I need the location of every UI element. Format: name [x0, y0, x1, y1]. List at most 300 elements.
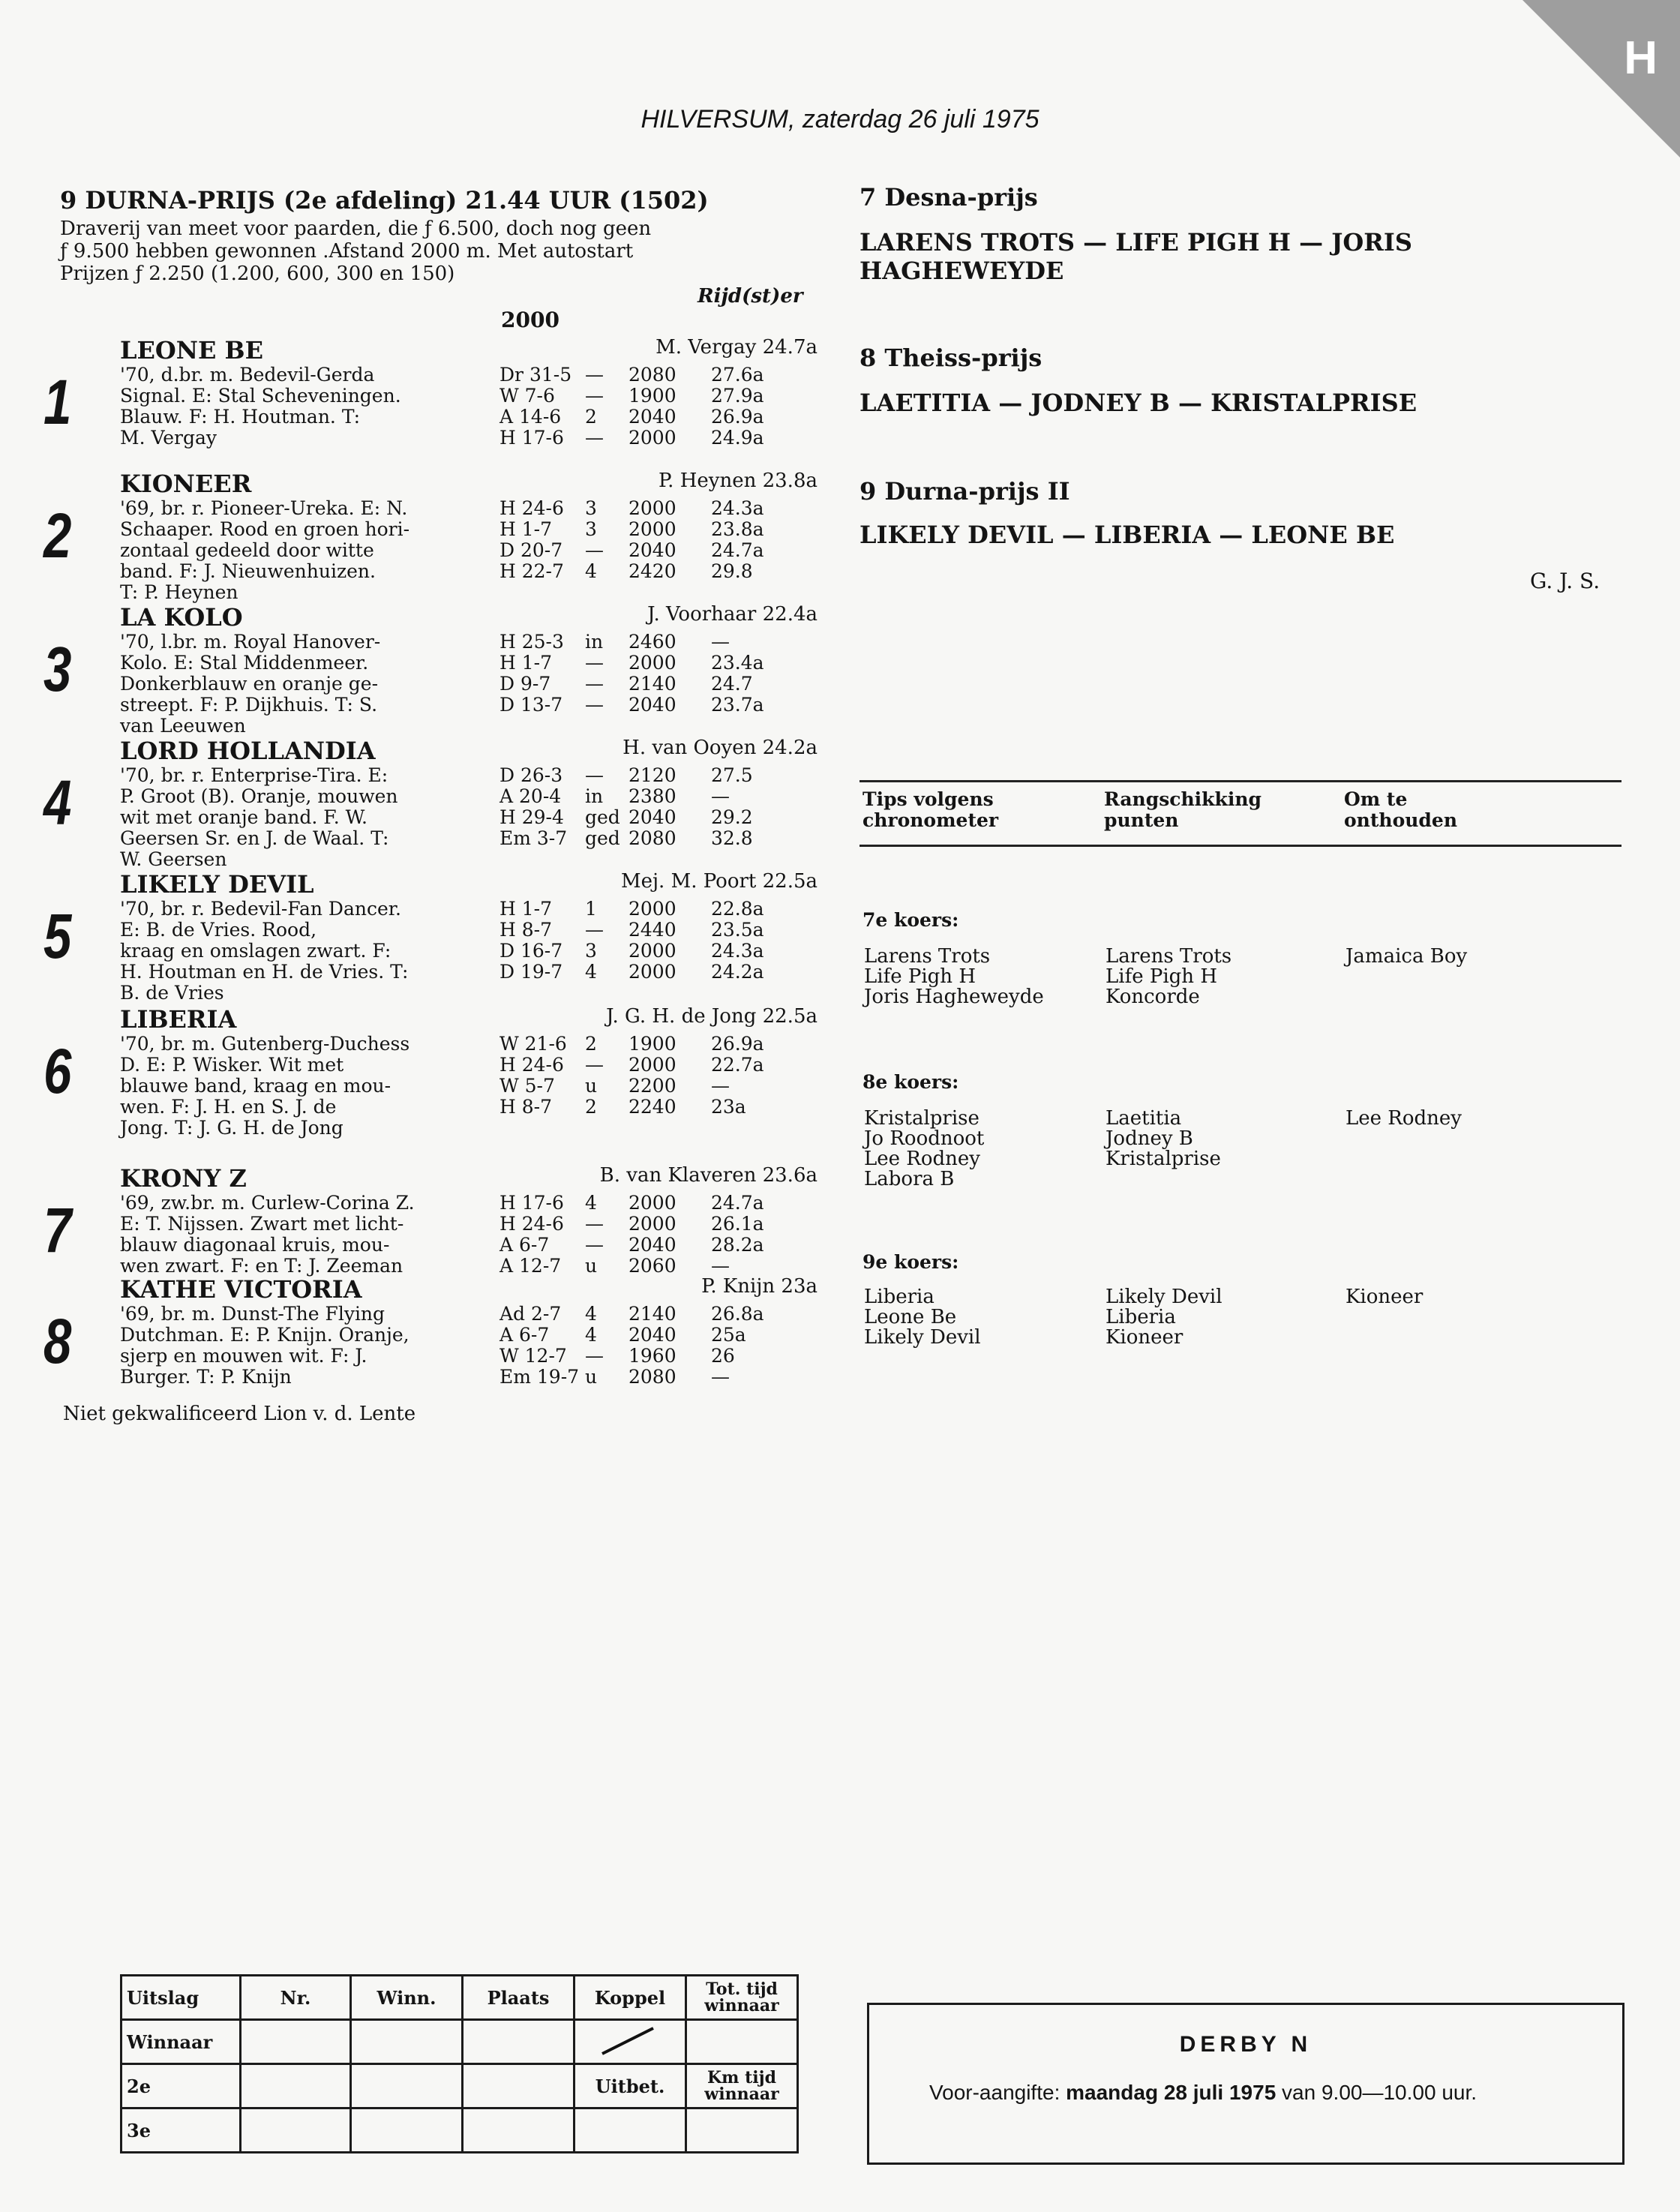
- horse-number: 7: [44, 1195, 72, 1265]
- form-cell[interactable]: [241, 2064, 351, 2108]
- performance-row: [500, 1076, 764, 1097]
- description-line: '70, br. r. Bedevil-Fan Dancer.: [120, 898, 401, 920]
- performance-cell: 26: [711, 1345, 735, 1367]
- performance-row: [500, 1034, 764, 1055]
- description-line: E: B. de Vries. Rood,: [120, 919, 317, 941]
- performance-cell: H 17-6: [500, 1192, 564, 1214]
- performance-cell: —: [711, 1075, 730, 1097]
- tip-entry: Koncorde: [1106, 986, 1200, 1008]
- horse-number: 5: [44, 901, 72, 971]
- performance-cell: 26.1a: [711, 1213, 764, 1235]
- tip-entry: Labora B: [864, 1168, 955, 1190]
- performance-cell: 28.2a: [711, 1234, 764, 1256]
- performance-cell: 24.7a: [711, 1192, 764, 1214]
- performance-cell: Dr 31-5: [500, 364, 572, 386]
- performance-cell: 2080: [628, 364, 676, 386]
- tip-column-points: [1106, 1287, 1222, 1348]
- performance-cell: 2: [585, 1033, 597, 1055]
- performance-cell: ged: [585, 806, 620, 828]
- horse-rider: Mej. M. Poort 22.5a: [620, 870, 818, 893]
- horse-description: [120, 632, 502, 737]
- description-line: Signal. E: Stal Scheveningen.: [120, 385, 401, 407]
- slash-mark: [575, 2021, 676, 2063]
- derby-date: maandag 28 juli 1975: [1066, 2081, 1276, 2104]
- performance-cell: A 20-4: [500, 785, 562, 807]
- performance-cell: 2: [585, 1096, 597, 1118]
- performance-cell: —: [585, 694, 604, 716]
- performance-row: [500, 1256, 764, 1277]
- performance-cell: 27.5: [711, 764, 753, 786]
- form-cell[interactable]: [351, 2020, 463, 2064]
- performance-cell: W 7-6: [500, 385, 555, 407]
- description-line: kraag en omslagen zwart. F:: [120, 940, 392, 962]
- horse-description: [120, 1193, 502, 1277]
- performance-cell: 2120: [628, 764, 676, 786]
- horse-rider: J. G. H. de Jong 22.5a: [606, 1005, 818, 1028]
- performance-row: [500, 540, 764, 561]
- tip-column-remember: [1346, 1109, 1462, 1129]
- description-line: '69, br. r. Pioneer-Ureka. E: N.: [120, 497, 408, 519]
- performance-cell: 2040: [628, 539, 676, 561]
- performance-cell: 24.3a: [711, 497, 764, 519]
- result-form-row: [122, 2064, 798, 2108]
- performance-cell: H 22-7: [500, 560, 564, 582]
- koppel-slash-cell: [574, 2020, 686, 2064]
- performance-cell: 2380: [628, 785, 676, 807]
- derby-text-suffix: van 9.00—10.00 uur.: [1276, 2081, 1478, 2104]
- performance-cell: 23.8a: [711, 518, 764, 540]
- horse-number: 4: [44, 767, 72, 838]
- description-line: streept. F: P. Dijkhuis. T: S.: [120, 694, 378, 716]
- horse-description: [120, 1034, 502, 1139]
- result-text-8: LAETITIA — JODNEY B — KRISTALPRISE: [860, 389, 1418, 417]
- performance-cell: 2040: [628, 694, 676, 716]
- performance-cell: —: [711, 785, 730, 807]
- horse-name: LEONE BE: [120, 336, 263, 365]
- horse-description: [120, 765, 502, 870]
- result-form-header: [122, 1976, 798, 2020]
- performance-row: [500, 519, 764, 540]
- performance-cell: H 1-7: [500, 898, 553, 920]
- result-form-table: [120, 1974, 799, 2153]
- tip-entry: Laetitia: [1106, 1107, 1182, 1130]
- performance-cell: —: [585, 652, 604, 674]
- performance-row: [500, 807, 753, 828]
- tip-column-remember: [1346, 947, 1467, 967]
- performance-cell: 2420: [628, 560, 676, 582]
- horse-rider: P. Heynen 23.8a: [658, 470, 818, 492]
- performance-row: [500, 653, 764, 674]
- description-line: Jong. T: J. G. H. de Jong: [120, 1117, 344, 1139]
- performance-cell: 27.6a: [711, 364, 764, 386]
- form-cell[interactable]: [574, 2108, 686, 2153]
- performance-cell: 3: [585, 518, 597, 540]
- corner-letter: H: [1624, 32, 1658, 84]
- performance-cell: A 6-7: [500, 1234, 550, 1256]
- horse-description: [120, 899, 502, 1004]
- derby-text-prefix: Voor-aangifte:: [929, 2081, 1066, 2104]
- performance-cell: 2140: [628, 673, 676, 695]
- description-line: blauwe band, kraag en mou-: [120, 1075, 392, 1097]
- horse-description: [120, 1304, 502, 1388]
- performance-cell: 27.9a: [711, 385, 764, 407]
- performance-row: [500, 386, 764, 407]
- horse-name: LIKELY DEVIL: [120, 870, 314, 899]
- performance-cell: 22.8a: [711, 898, 764, 920]
- performance-cell: —: [585, 764, 604, 786]
- performance-cell: u: [585, 1255, 598, 1277]
- performance-row: [500, 632, 764, 653]
- horse-rider: J. Voorhaar 22.4a: [647, 603, 818, 626]
- performance-cell: in: [585, 785, 604, 807]
- header-winn: Winn.: [351, 1976, 463, 2020]
- form-cell[interactable]: [351, 2108, 463, 2153]
- horse-name: LA KOLO: [120, 603, 243, 632]
- derby-box: [867, 2003, 1624, 2165]
- header-uitslag: Uitslag: [122, 1976, 241, 2020]
- performance-row: [500, 962, 764, 983]
- horse-name: KRONY Z: [120, 1164, 247, 1193]
- performance-cell: 24.3a: [711, 940, 764, 962]
- derby-text: [929, 2078, 1589, 2107]
- tips-rule-bottom: [860, 845, 1622, 847]
- performance-cell: W 12-7: [500, 1345, 567, 1367]
- horse-name: LORD HOLLANDIA: [120, 737, 376, 765]
- performance-row: [500, 1325, 764, 1346]
- performance-cell: 26.9a: [711, 406, 764, 428]
- tip-entry: Kristalprise: [864, 1107, 980, 1130]
- description-line: H. Houtman en H. de Vries. T:: [120, 961, 409, 983]
- horse-performances: [500, 632, 764, 716]
- performance-cell: 2000: [628, 427, 676, 449]
- tips-rule-top: [860, 780, 1622, 782]
- form-cell[interactable]: [463, 2108, 574, 2153]
- tip-entry: Leone Be: [864, 1306, 957, 1328]
- tip-entry: Kristalprise: [1106, 1148, 1221, 1170]
- tip-column-remember: [1346, 1287, 1423, 1307]
- performance-cell: W 5-7: [500, 1075, 555, 1097]
- description-line: Blauw. F: H. Houtman. T:: [120, 406, 361, 428]
- description-line: P. Groot (B). Oranje, mouwen: [120, 785, 398, 807]
- description-line: E: T. Nijssen. Zwart met licht-: [120, 1213, 404, 1235]
- performance-cell: ged: [585, 827, 620, 849]
- description-line: van Leeuwen: [120, 715, 246, 737]
- performance-cell: 2040: [628, 1324, 676, 1346]
- tip-entry: Larens Trots: [864, 945, 991, 968]
- performance-cell: 2040: [628, 406, 676, 428]
- performance-row: [500, 786, 753, 807]
- tip-entry: Kioneer: [1346, 1286, 1424, 1308]
- tip-entry: Life Pigh H: [864, 965, 976, 988]
- performance-cell: H 17-6: [500, 427, 564, 449]
- description-line: '70, br. m. Gutenberg-Duchess: [120, 1033, 410, 1055]
- performance-cell: D 16-7: [500, 940, 563, 962]
- performance-cell: —: [585, 539, 604, 561]
- performance-cell: 2000: [628, 898, 676, 920]
- performance-cell: 4: [585, 1303, 597, 1325]
- performance-cell: 2000: [628, 652, 676, 674]
- performance-cell: 4: [585, 1192, 597, 1214]
- performance-cell: 26.8a: [711, 1303, 764, 1325]
- tip-entry: Jo Roodnoot: [864, 1127, 985, 1150]
- tip-entry: Likely Devil: [1106, 1286, 1222, 1308]
- tips-header-remember: Om te onthouden: [1344, 788, 1457, 831]
- horse-rider: M. Vergay 24.7a: [656, 336, 818, 359]
- horse-description: [120, 365, 502, 449]
- description-line: '70, d.br. m. Bedevil-Gerda: [120, 364, 375, 386]
- performance-cell: A 14-6: [500, 406, 562, 428]
- description-line: '70, br. r. Enterprise-Tira. E:: [120, 764, 388, 786]
- performance-cell: H 24-6: [500, 497, 564, 519]
- result-form-row: [122, 2020, 798, 2064]
- tip-entry: Jamaica Boy: [1346, 945, 1468, 968]
- horse-number: 3: [44, 634, 72, 704]
- performance-cell: 4: [585, 560, 597, 582]
- performance-row: [500, 920, 764, 941]
- tips-header-chrono: Tips volgens chronometer: [862, 788, 999, 831]
- performance-cell: A 12-7: [500, 1255, 562, 1277]
- horse-performances: [500, 365, 764, 449]
- result-text-7: LARENS TROTS — LIFE PIGH H — JORIS HAGHEWEYDE: [860, 228, 1412, 285]
- performance-row: [500, 674, 764, 695]
- performance-cell: 23.7a: [711, 694, 764, 716]
- performance-row: [500, 1193, 764, 1214]
- horse-number: 6: [44, 1036, 72, 1106]
- performance-cell: 2000: [628, 497, 676, 519]
- horse-name: KATHE VICTORIA: [120, 1275, 362, 1304]
- performance-row: [500, 941, 764, 962]
- performance-cell: 23.5a: [711, 919, 764, 941]
- header-nr: Nr.: [241, 1976, 351, 2020]
- tip-entry: Kioneer: [1106, 1326, 1184, 1349]
- horse-rider: H. van Ooyen 24.2a: [622, 737, 818, 759]
- description-line: Dutchman. E: P. Knijn. Oranje,: [120, 1324, 410, 1346]
- description-line: B. de Vries: [120, 982, 224, 1004]
- performance-cell: 24.7a: [711, 539, 764, 561]
- tip-column-chrono: [864, 1287, 981, 1348]
- performance-row: [500, 695, 764, 716]
- performance-row: [500, 899, 764, 920]
- performance-row: [500, 365, 764, 386]
- form-cell[interactable]: [686, 2020, 798, 2064]
- horse-performances: [500, 899, 764, 983]
- result-title-8: 8 Theiss-prijs: [860, 344, 1042, 372]
- performance-cell: —: [585, 1234, 604, 1256]
- performance-cell: u: [585, 1366, 598, 1388]
- performance-cell: A 6-7: [500, 1324, 550, 1346]
- performance-cell: 2000: [628, 1213, 676, 1235]
- derby-title: DERBY N: [1179, 2032, 1312, 2057]
- performance-cell: 25a: [711, 1324, 746, 1346]
- tip-entry: Larens Trots: [1106, 945, 1232, 968]
- performance-cell: 24.7: [711, 673, 753, 695]
- result-title-9: 9 Durna-prijs II: [860, 477, 1070, 506]
- performance-cell: 2200: [628, 1075, 676, 1097]
- performance-cell: in: [585, 631, 604, 653]
- performance-cell: H 29-4: [500, 806, 564, 828]
- tip-column-points: [1106, 1109, 1221, 1169]
- distance-header: 2000: [501, 308, 560, 332]
- performance-row: [500, 765, 753, 786]
- performance-cell: 1960: [628, 1345, 676, 1367]
- tip-entry: Lee Rodney: [1346, 1107, 1462, 1130]
- description-line: T: P. Heynen: [120, 581, 238, 603]
- performance-cell: 1900: [628, 1033, 676, 1055]
- tip-race-label: 9e koers:: [862, 1251, 959, 1273]
- tip-entry: Liberia: [864, 1286, 934, 1308]
- performance-cell: H 24-6: [500, 1213, 564, 1235]
- performance-cell: 4: [585, 1324, 597, 1346]
- performance-cell: —: [711, 1366, 730, 1388]
- horse-performances: [500, 498, 764, 582]
- performance-cell: 23.4a: [711, 652, 764, 674]
- performance-cell: H 1-7: [500, 652, 553, 674]
- performance-cell: 2040: [628, 806, 676, 828]
- performance-cell: 4: [585, 961, 597, 983]
- signature: G. J. S.: [1530, 569, 1600, 593]
- performance-cell: —: [585, 427, 604, 449]
- performance-cell: 2: [585, 406, 597, 428]
- performance-row: [500, 1346, 764, 1367]
- performance-cell: —: [585, 1345, 604, 1367]
- performance-cell: 2080: [628, 827, 676, 849]
- performance-row: [500, 1235, 764, 1256]
- form-cell[interactable]: [351, 2064, 463, 2108]
- form-cell[interactable]: [241, 2020, 351, 2064]
- performance-cell: H 24-6: [500, 1054, 564, 1076]
- page-header: HILVERSUM, zaterdag 26 juli 1975: [640, 105, 1040, 134]
- performance-cell: 1: [585, 898, 597, 920]
- horse-rider: B. van Klaveren 23.6a: [599, 1164, 818, 1187]
- performance-cell: 32.8: [711, 827, 753, 849]
- horse-number: 1: [44, 367, 72, 437]
- performance-cell: 2080: [628, 1366, 676, 1388]
- performance-cell: 2040: [628, 1234, 676, 1256]
- uitbet-label: Uitbet.: [574, 2064, 686, 2108]
- performance-cell: 3: [585, 497, 597, 519]
- tip-entry: Jodney B: [1106, 1127, 1193, 1150]
- form-cell[interactable]: [686, 2108, 798, 2153]
- performance-cell: 26.9a: [711, 1033, 764, 1055]
- performance-cell: 2140: [628, 1303, 676, 1325]
- result-form-row: [122, 2108, 798, 2153]
- description-line: wen zwart. F: en T: J. Zeeman: [120, 1255, 404, 1277]
- tip-race-label: 8e koers:: [862, 1071, 959, 1093]
- description-line: M. Vergay: [120, 427, 218, 449]
- row-label-3e: 3e: [122, 2108, 241, 2153]
- performance-row: [500, 561, 764, 582]
- performance-row: [500, 498, 764, 519]
- performance-row: [500, 1055, 764, 1076]
- header-total-time: Tot. tijd winnaar: [686, 1976, 798, 2020]
- performance-cell: D 20-7: [500, 539, 563, 561]
- tips-header-points: Rangschikking punten: [1104, 788, 1262, 831]
- performance-cell: H 8-7: [500, 919, 553, 941]
- performance-cell: —: [585, 919, 604, 941]
- performance-cell: u: [585, 1075, 598, 1097]
- performance-cell: Ad 2-7: [500, 1303, 562, 1325]
- performance-row: [500, 1367, 764, 1388]
- performance-cell: 2000: [628, 961, 676, 983]
- condition-line: ƒ 9.500 hebben gewonnen .Afstand 2000 m. Met autostart: [60, 240, 634, 263]
- performance-cell: 2000: [628, 940, 676, 962]
- race-conditions: [60, 218, 818, 285]
- description-line: '70, l.br. m. Royal Hanover-: [120, 631, 381, 653]
- performance-row: [500, 428, 764, 449]
- performance-cell: Em 19-7: [500, 1366, 580, 1388]
- condition-line: Prijzen ƒ 2.250 (1.200, 600, 300 en 150): [60, 263, 455, 285]
- result-text-9: LIKELY DEVIL — LIBERIA — LEONE BE: [860, 521, 1395, 549]
- tip-column-chrono: [864, 947, 1044, 1007]
- performance-cell: 29.8: [711, 560, 753, 582]
- tip-column-chrono: [864, 1109, 984, 1190]
- performance-row: [500, 1097, 764, 1118]
- form-cell[interactable]: [241, 2108, 351, 2153]
- description-line: D. E: P. Wisker. Wit met: [120, 1054, 344, 1076]
- performance-cell: 2000: [628, 518, 676, 540]
- performance-cell: W 21-6: [500, 1033, 567, 1055]
- horse-name: LIBERIA: [120, 1005, 237, 1034]
- form-cell[interactable]: [463, 2064, 574, 2108]
- performance-cell: D 9-7: [500, 673, 551, 695]
- tip-entry: Likely Devil: [864, 1326, 981, 1349]
- performance-row: [500, 1214, 764, 1235]
- description-line: blauw diagonaal kruis, mou-: [120, 1234, 390, 1256]
- performance-cell: 24.9a: [711, 427, 764, 449]
- description-line: Donkerblauw en oranje ge-: [120, 673, 379, 695]
- performance-cell: 2000: [628, 1192, 676, 1214]
- km-time-label: Km tijd winnaar: [686, 2064, 798, 2108]
- performance-cell: Em 3-7: [500, 827, 568, 849]
- performance-cell: D 13-7: [500, 694, 563, 716]
- not-qualified-note: Niet gekwalificeerd Lion v. d. Lente: [63, 1403, 416, 1425]
- form-cell[interactable]: [463, 2020, 574, 2064]
- header-koppel: Koppel: [574, 1976, 686, 2020]
- performance-cell: 23a: [711, 1096, 746, 1118]
- performance-cell: 22.7a: [711, 1054, 764, 1076]
- description-line: sjerp en mouwen wit. F: J.: [120, 1345, 368, 1367]
- description-line: wen. F: J. H. en S. J. de: [120, 1096, 337, 1118]
- description-line: '69, br. m. Dunst-The Flying: [120, 1303, 386, 1325]
- description-line: Kolo. E: Stal Middenmeer.: [120, 652, 369, 674]
- tip-entry: Lee Rodney: [864, 1148, 980, 1170]
- performance-cell: 3: [585, 940, 597, 962]
- row-label-2e: 2e: [122, 2064, 241, 2108]
- performance-cell: 2060: [628, 1255, 676, 1277]
- performance-cell: H 25-3: [500, 631, 564, 653]
- performance-row: [500, 828, 753, 849]
- performance-cell: —: [585, 1213, 604, 1235]
- description-line: wit met oranje band. F. W.: [120, 806, 368, 828]
- tip-entry: Liberia: [1106, 1306, 1176, 1328]
- race-title: 9 DURNA-PRIJS (2e afdeling) 21.44 UUR (1502): [60, 186, 709, 215]
- performance-cell: 2460: [628, 631, 676, 653]
- horse-rider: P. Knijn 23a: [701, 1275, 818, 1298]
- performance-cell: —: [711, 1255, 730, 1277]
- performance-cell: —: [711, 631, 730, 653]
- performance-cell: 2240: [628, 1096, 676, 1118]
- performance-cell: 24.2a: [711, 961, 764, 983]
- tip-entry: Life Pigh H: [1106, 965, 1217, 988]
- row-label-winnaar: Winnaar: [122, 2020, 241, 2064]
- performance-cell: —: [585, 1054, 604, 1076]
- description-line: band. F: J. Nieuwenhuizen.: [120, 560, 376, 582]
- horse-number: 8: [44, 1306, 72, 1376]
- performance-cell: H 1-7: [500, 518, 553, 540]
- description-line: zontaal gedeeld door witte: [120, 539, 374, 561]
- performance-row: [500, 407, 764, 428]
- horse-description: [120, 498, 502, 603]
